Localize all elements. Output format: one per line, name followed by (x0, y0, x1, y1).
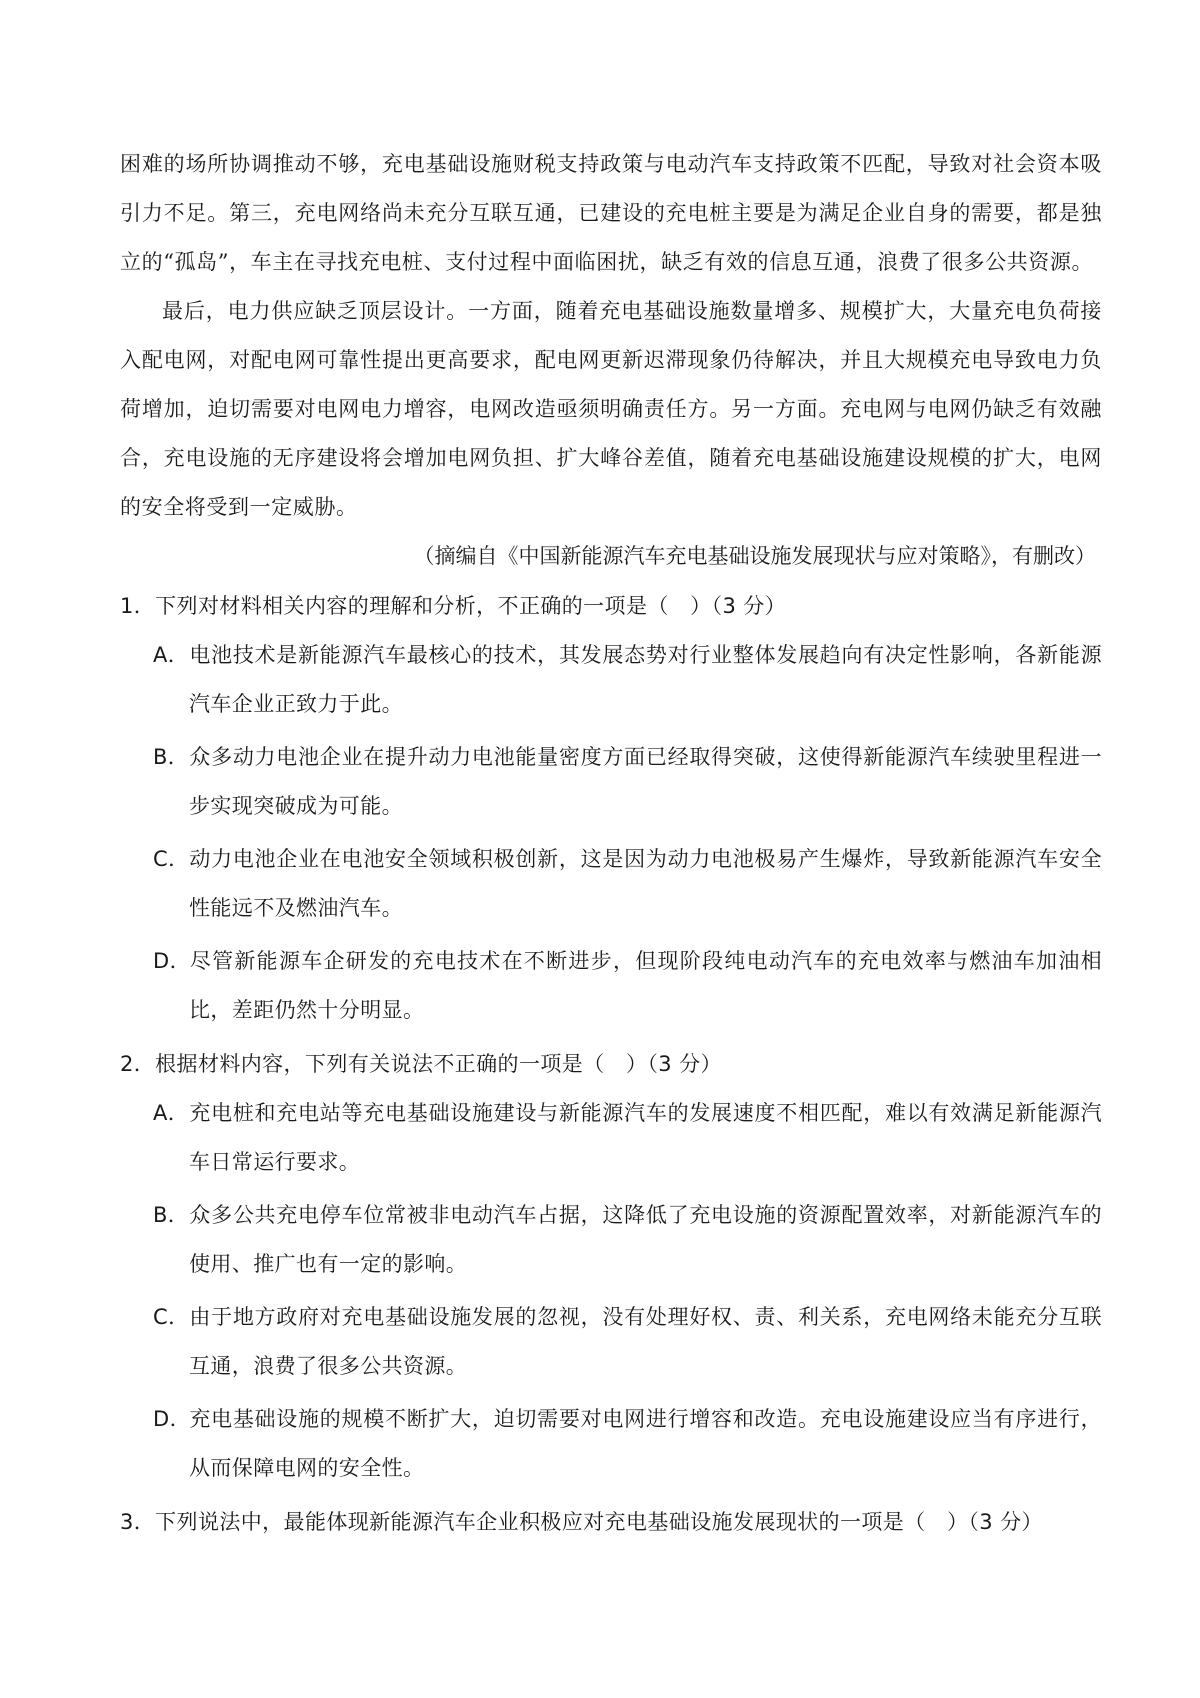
question-3 (120, 1497, 1102, 1547)
option-text: 由于地方政府对充电基础设施发展的忽视，没有处理好权、责、利关系，充电网络未能充分互联互通，浪费了很多公共资源。 (189, 1305, 1102, 1378)
exam-page (120, 140, 1102, 1547)
option-a (120, 1089, 1102, 1187)
question-stem: 3．下列说法中，最能体现新能源汽车企业积极应对充电基础设施发展现状的一项是（ ）（3 分） (120, 1510, 1043, 1534)
option-letter: A． (153, 1101, 190, 1125)
option-c (120, 835, 1102, 933)
option-b (120, 1191, 1102, 1289)
option-letter: B． (153, 745, 190, 769)
option-letter: D． (153, 949, 191, 973)
option-a (120, 631, 1102, 729)
option-text: 动力电池企业在电池安全领域积极创新，这是因为动力电池极易产生爆炸，导致新能源汽车安全性能远不及燃油汽车。 (189, 847, 1102, 920)
option-letter: B． (153, 1203, 190, 1227)
option-letter: C． (153, 1305, 190, 1329)
passage-source: （摘编自《中国新能源汽车充电基础设施发展现状与应对策略》，有删改） (413, 544, 1096, 568)
question-2 (120, 1039, 1102, 1493)
option-d (120, 1395, 1102, 1493)
option-text: 众多动力电池企业在提升动力电池能量密度方面已经取得突破，这使得新能源汽车续驶里程进一步实现突破成为可能。 (189, 745, 1102, 818)
option-list (120, 631, 1102, 1035)
question-stem: 2．根据材料内容，下列有关说法不正确的一项是（ ）（3 分） (120, 1052, 722, 1076)
option-list (120, 1089, 1102, 1493)
passage-paragraph-2: 最后，电力供应缺乏顶层设计。一方面，随着充电基础设施数量增多、规模扩大，大量充电负荷接入配电网，对配电网可靠性提出更高要求，配电网更新迟滞现象仍待解决，并且大规模充电导致电力负荷增加，迫切需要对电网电力增容，电网改造亟须明确责任方。另一方面。充电网与电网仍缺乏有效融合，充电设施的无序建设将会增加电网负担、扩大峰谷差值，随着充电基础设施建设规模的扩大，电网的安全将受到一定威胁。 (120, 299, 1102, 519)
question-stem: 1．下列对材料相关内容的理解和分析，不正确的一项是（ ）（3 分） (120, 594, 787, 618)
passage-paragraph-1: 困难的场所协调推动不够，充电基础设施财税支持政策与电动汽车支持政策不匹配，导致对社会资本吸引力不足。第三，充电网络尚未充分互联互通，已建设的充电桩主要是为满足企业自身的需要，都是独立的“孤岛”，车主在寻找充电桩、支付过程中面临困扰，缺乏有效的信息互通，浪费了很多公共资源。 (120, 152, 1102, 274)
option-text: 尽管新能源车企研发的充电技术在不断进步，但现阶段纯电动汽车的充电效率与燃油车加油相比，差距仍然十分明显。 (189, 949, 1102, 1022)
option-letter: D． (153, 1407, 191, 1431)
question-1 (120, 581, 1102, 1035)
option-b (120, 733, 1102, 831)
option-letter: A． (153, 643, 190, 667)
option-c (120, 1293, 1102, 1391)
option-text: 电池技术是新能源汽车最核心的技术，其发展态势对行业整体发展趋向有决定性影响，各新能源汽车企业正致力于此。 (189, 643, 1102, 716)
option-d (120, 937, 1102, 1035)
option-text: 充电桩和充电站等充电基础设施建设与新能源汽车的发展速度不相匹配，难以有效满足新能源汽车日常运行要求。 (189, 1101, 1102, 1174)
option-text: 充电基础设施的规模不断扩大，迫切需要对电网进行增容和改造。充电设施建设应当有序进行，从而保障电网的安全性。 (189, 1407, 1102, 1480)
option-text: 众多公共充电停车位常被非电动汽车占据，这降低了充电设施的资源配置效率，对新能源汽车的使用、推广也有一定的影响。 (189, 1203, 1102, 1276)
option-letter: C． (153, 847, 190, 871)
